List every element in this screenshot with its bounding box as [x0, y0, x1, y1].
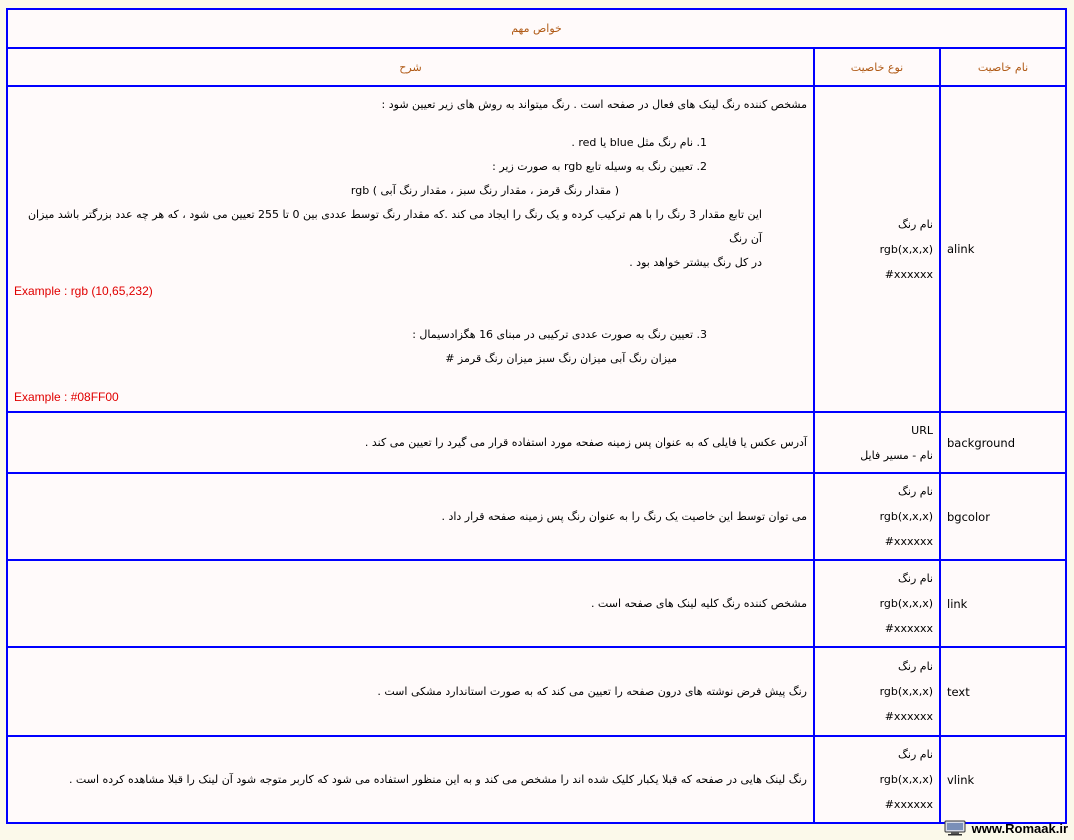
property-desc-text: رنگ پیش فرض نوشته های درون صفحه را تعیین می کند که به صورت استاندارد مشکی است .: [7, 647, 814, 736]
property-name-alink: alink: [940, 86, 1066, 412]
property-type-alink: [814, 86, 940, 412]
type-line: نام رنگ: [898, 748, 933, 761]
type-line: #xxxxxx: [884, 710, 933, 723]
type-line: نام رنگ: [898, 572, 933, 585]
table-row: [7, 473, 1066, 560]
type-line: #xxxxxx: [884, 622, 933, 635]
property-name-background: background: [940, 412, 1066, 473]
type-line: rgb(x,x,x): [879, 510, 933, 523]
property-desc-background: آدرس عکس یا فایلی که به عنوان پس زمینه صفحه مورد استفاده قرار می گیرد را تعیین می کند .: [7, 412, 814, 473]
property-name-vlink: vlink: [940, 736, 1066, 823]
property-name-link: link: [940, 560, 1066, 647]
desc-intro: مشخص کننده رنگ لینک های فعال در صفحه است . رنگ میتواند به روش های زیر تعیین شود :: [381, 98, 807, 111]
example-rgb: Example : rgb (10,65,232): [14, 284, 153, 298]
watermark-text: www.Romaak.ir: [971, 820, 1068, 836]
type-line: نام - مسیر فایل: [860, 448, 933, 462]
desc-item3: 3. تعیین رنگ به صورت عددی ترکیبی در مبنای 16 هگزادسیمال :: [412, 328, 707, 341]
property-name-text: text: [940, 647, 1066, 736]
header-property-type: نوع خاصیت: [814, 48, 940, 86]
type-line: نام رنگ: [898, 660, 933, 673]
table-row: [7, 86, 1066, 412]
type-line: #xxxxxx: [884, 267, 933, 281]
desc-item3-formula: میزان رنگ آبی میزان رنگ سبز میزان رنگ قرمز #: [445, 352, 677, 365]
type-line: URL: [911, 423, 933, 437]
header-description: شرح: [7, 48, 814, 86]
table-title: خواص مهم: [7, 9, 1066, 48]
table-row: [7, 736, 1066, 823]
desc-item2-explain2: در کل رنگ بیشتر خواهد بود .: [629, 256, 762, 269]
property-type-background: [814, 412, 940, 473]
desc-item2-formula: ( مقدار رنگ قرمز ، مقدار رنگ سبز ، مقدار رنگ آبی ) rgb: [350, 184, 619, 197]
property-type-vlink: [814, 736, 940, 823]
property-desc-alink: [7, 86, 814, 412]
header-property-name: نام خاصیت: [940, 48, 1066, 86]
type-line: rgb(x,x,x): [879, 242, 933, 256]
property-desc-vlink: رنگ لینک هایی در صفحه که قبلا یکبار کلیک شده اند را مشخص می کند و به این منظور استفاده می شود که کاربر متوجه شود آن لینک را قبلا مشاهده کرده است .: [7, 736, 814, 823]
type-line: #xxxxxx: [884, 535, 933, 548]
property-type-text: [814, 647, 940, 736]
type-line: rgb(x,x,x): [879, 773, 933, 786]
property-type-bgcolor: [814, 473, 940, 560]
desc-item1: 1. نام رنگ مثل blue یا red .: [571, 136, 707, 149]
desc-item2: 2. تعیین رنگ به وسیله تابع rgb به صورت زیر :: [492, 160, 707, 173]
desc-item2-explain1: این تابع مقدار 3 رنگ را با هم ترکیب کرده و یک رنگ را ایجاد می کند .که مقدار رنگ توسط عددی بین 0 تا 255 تعیین می شود ، که هر چه عدد بزرگتر باشد میزان آن رنگ: [27, 208, 762, 245]
type-line: rgb(x,x,x): [879, 685, 933, 698]
type-line: #xxxxxx: [884, 798, 933, 811]
watermark: [944, 820, 1068, 836]
property-name-bgcolor: bgcolor: [940, 473, 1066, 560]
properties-table: [6, 8, 1067, 824]
type-line: rgb(x,x,x): [879, 597, 933, 610]
computer-icon: [944, 820, 966, 836]
type-line: نام رنگ: [898, 485, 933, 498]
table-row: [7, 560, 1066, 647]
example-hex: Example : #08FF00: [14, 390, 119, 404]
property-type-link: [814, 560, 940, 647]
type-line: نام رنگ: [898, 217, 933, 231]
property-desc-link: مشخص کننده رنگ کلیه لینک های صفحه است .: [7, 560, 814, 647]
property-desc-bgcolor: می توان توسط این خاصیت یک رنگ را به عنوان رنگ پس زمینه صفحه قرار داد .: [7, 473, 814, 560]
table-row: [7, 412, 1066, 473]
table-row: [7, 647, 1066, 736]
